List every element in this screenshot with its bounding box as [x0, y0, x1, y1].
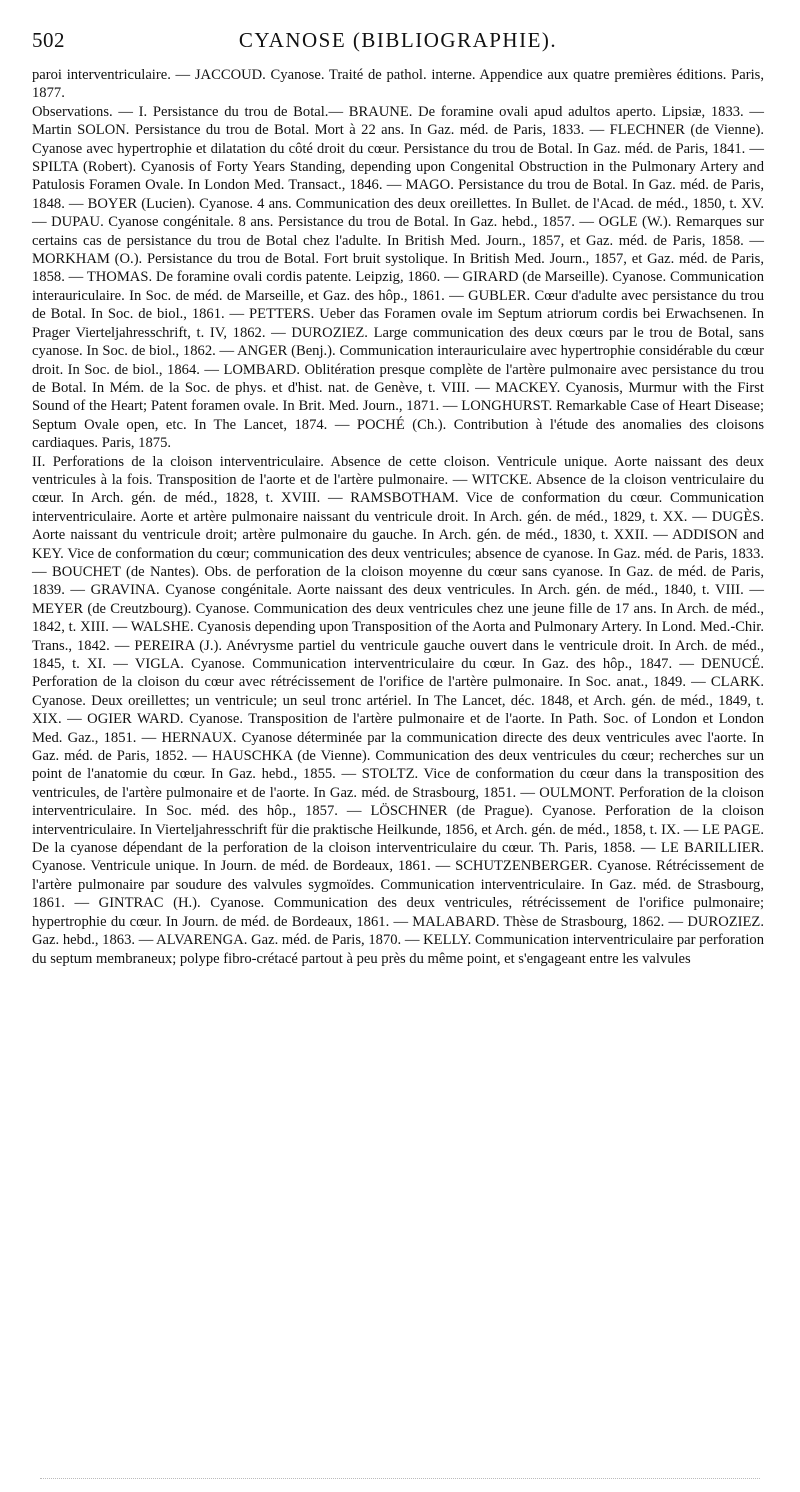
paragraph-continuation: paroi interventriculaire. — JACCOUD. Cyanose. Traité de pathol. interne. Appendice aux quatre premières éditions. Paris, 1877.: [32, 67, 764, 102]
bottom-rule: [40, 1478, 760, 1479]
page-header: [32, 28, 764, 56]
running-title: CYANOSE (BIBLIOGRAPHIE).: [238, 28, 558, 52]
page-number: 502: [32, 28, 65, 52]
paragraph-observations-botal: Observations. — I. Persistance du trou de Botal.— BRAUNE. De foramine ovali apud adultos aperto. Lipsiæ, 1833. — Martin SOLON. Persistance du trou de Botal. Mort à 22 ans. In Gaz. méd. de Paris, 1833. — FLECHNER (de Vienne). Cyanose avec hypertrophie et dilatation du côté droit du cœur. Persistance du trou de Botal. In Gaz. méd. de Paris, 1841. — SPILTA (Robert). Cyanosis of Forty Years Standing, depending upon Congenital Obstruction in the Pulmonary Artery and Patulosis Foramen Ovale. In London Med. Transact., 1846. — MAGO. Persistance du trou de Botal. In Gaz. méd. de Paris, 1848. — BOYER (Lucien). Cyanose. 4 ans. Communication des deux oreillettes. In Bullet. de l'Acad. de méd., 1850, t. XV. — DUPAU. Cyanose congénitale. 8 ans. Persistance du trou de Botal. In Gaz. hebd., 1857. — OGLE (W.). Remarques sur certains cas de persistance du trou de Botal chez l'adulte. In British Med. Journ., 1857, et Gaz. méd. de Paris, 1858. — MORKHAM (O.). Persistance du trou de Botal. Fort bruit systolique. In British Med. Journ., 1857, et Gaz. méd. de Paris, 1858. — THOMAS. De foramine ovali cordis patente. Leipzig, 1860. — GIRARD (de Marseille). Cyanose. Communication interauriculaire. In Soc. de méd. de Marseille, et Gaz. des hôp., 1861. — GUBLER. Cœur d'adulte avec persistance du trou de Botal. In Soc. de biol., 1861. — PETTERS. Ueber das Foramen ovale im Septum atriorum cordis bei Erwachsenen. In Prager Vierteljahresschrift, t. IV, 1862. — DUROZIEZ. Large communication des deux cœurs par le trou de Botal, sans cyanose. In Soc. de biol., 1862. — ANGER (Benj.). Communication interauriculaire avec hypertrophie considérable du cœur droit. In Soc. de biol., 1864. — LOMBARD. Oblitération presque complète de l'artère pulmonaire avec persistance du trou de Botal. In Mém. de la Soc. de phys. et d'hist. nat. de Genève, t. VIII. — MACKEY. Cyanosis, Murmur with the First Sound of the Heart; Patent foramen ovale. In Brit. Med. Journ., 1871. — LONGHURST. Remarkable Case of Heart Disease; Septum Ovale open, etc. In The Lancet, 1874. — POCHÉ (Ch.). Contribution à l'étude des anomalies des cloisons cardiaques. Paris, 1875.: [32, 103, 764, 452]
paragraph-perforations-interventriculaire: II. Perforations de la cloison interventriculaire. Absence de cette cloison. Ventricule unique. Aorte naissant des deux ventricules à la fois. Transposition de l'aorte et de l'artère pulmonaire. — WITCKE. Absence de la cloison ventriculaire du cœur. In Arch. gén. de méd., 1828, t. XVIII. — RAMSBOTHAM. Vice de conformation du cœur. Communication interventriculaire. Aorte et artère pulmonaire naissant du ventricule droit. In Arch. gén. de méd., 1829, t. XX. — DUGÈS. Aorte naissant du ventricule droit; artère pulmonaire du gauche. In Arch. gén. de méd., 1830, t. XXII. — ADDISON and KEY. Vice de conformation du cœur; communication des deux ventricules; absence de cyanose. In Gaz. méd. de Paris, 1833. — BOUCHET (de Nantes). Obs. de perforation de la cloison moyenne du cœur sans cyanose. In Gaz. de méd. de Paris, 1839. — GRAVINA. Cyanose congénitale. Aorte naissant des deux ventricules. In Arch. gén. de méd., 1840, t. VIII. — MEYER (de Creutzbourg). Cyanose. Communication des deux ventricules chez une jeune fille de 17 ans. In Arch. de méd., 1842, t. XIII. — WALSHE. Cyanosis depending upon Transposition of the Aorta and Pulmonary Artery. In Lond. Med.-Chir. Trans., 1842. — PEREIRA (J.). Anévrysme partiel du ventricule gauche ouvert dans le ventricule droit. In Arch. de méd., 1845, t. XI. — VIGLA. Cyanose. Communication interventriculaire du cœur. In Gaz. des hôp., 1847. — DENUCÉ. Perforation de la cloison du cœur avec rétrécissement de l'orifice de l'artère pulmonaire. In Soc. anat., 1849. — CLARK. Cyanose. Deux oreillettes; un ventricule; un seul tronc artériel. In The Lancet, déc. 1848, et Arch. gén. de méd., 1849, t. XIX. — OGIER WARD. Cyanose. Transposition de l'artère pulmonaire et de l'aorte. In Path. Soc. of London et London Med. Gaz., 1851. — HERNAUX. Cyanose déterminée par la communication directe des deux ventricules avec l'aorte. In Gaz. méd. de Paris, 1852. — HAUSCHKA (de Vienne). Communication des deux ventricules du cœur; recherches sur un point de l'anatomie du cœur. In Gaz. hebd., 1855. — STOLTZ. Vice de conformation du cœur dans la transposition des ventricules, de l'artère pulmonaire et de l'aorte. In Gaz. méd. de Strasbourg, 1851. — OULMONT. Perforation de la cloison interventriculaire. In Soc. méd. des hôp., 1857. — LÖSCHNER (de Prague). Cyanose. Perforation de la cloison interventriculaire. In Vierteljahresschrift für die praktische Heilkunde, 1856, et Arch. gén. de méd., 1858, t. IX. — LE PAGE. De la cyanose dépendant de la perforation de la cloison interventriculaire du cœur. Th. Paris, 1858. — LE BARILLIER. Cyanose. Ventricule unique. In Journ. de méd. de Bordeaux, 1861. — SCHUTZENBERGER. Cyanose. Rétrécissement de l'artère pulmonaire par soudure des valvules sygmoïdes. Communication interventriculaire. In Gaz. méd. de Strasbourg, 1861. — GINTRAC (H.). Cyanose. Communication des deux ventricules, rétrécissement de l'orifice pulmonaire; hypertrophie du cœur. In Journ. de méd. de Bordeaux, 1861. — MALABARD. Thèse de Strasbourg, 1862. — DUROZIEZ. Gaz. hebd., 1863. — ALVARENGA. Gaz. méd. de Paris, 1870. — KELLY. Communication interventriculaire par perforation du septum membraneux; polype fibro-crétacé partout à peu près du même point, et s'engageant entre les valvules: [32, 453, 764, 967]
bibliography-body: [32, 66, 764, 1422]
